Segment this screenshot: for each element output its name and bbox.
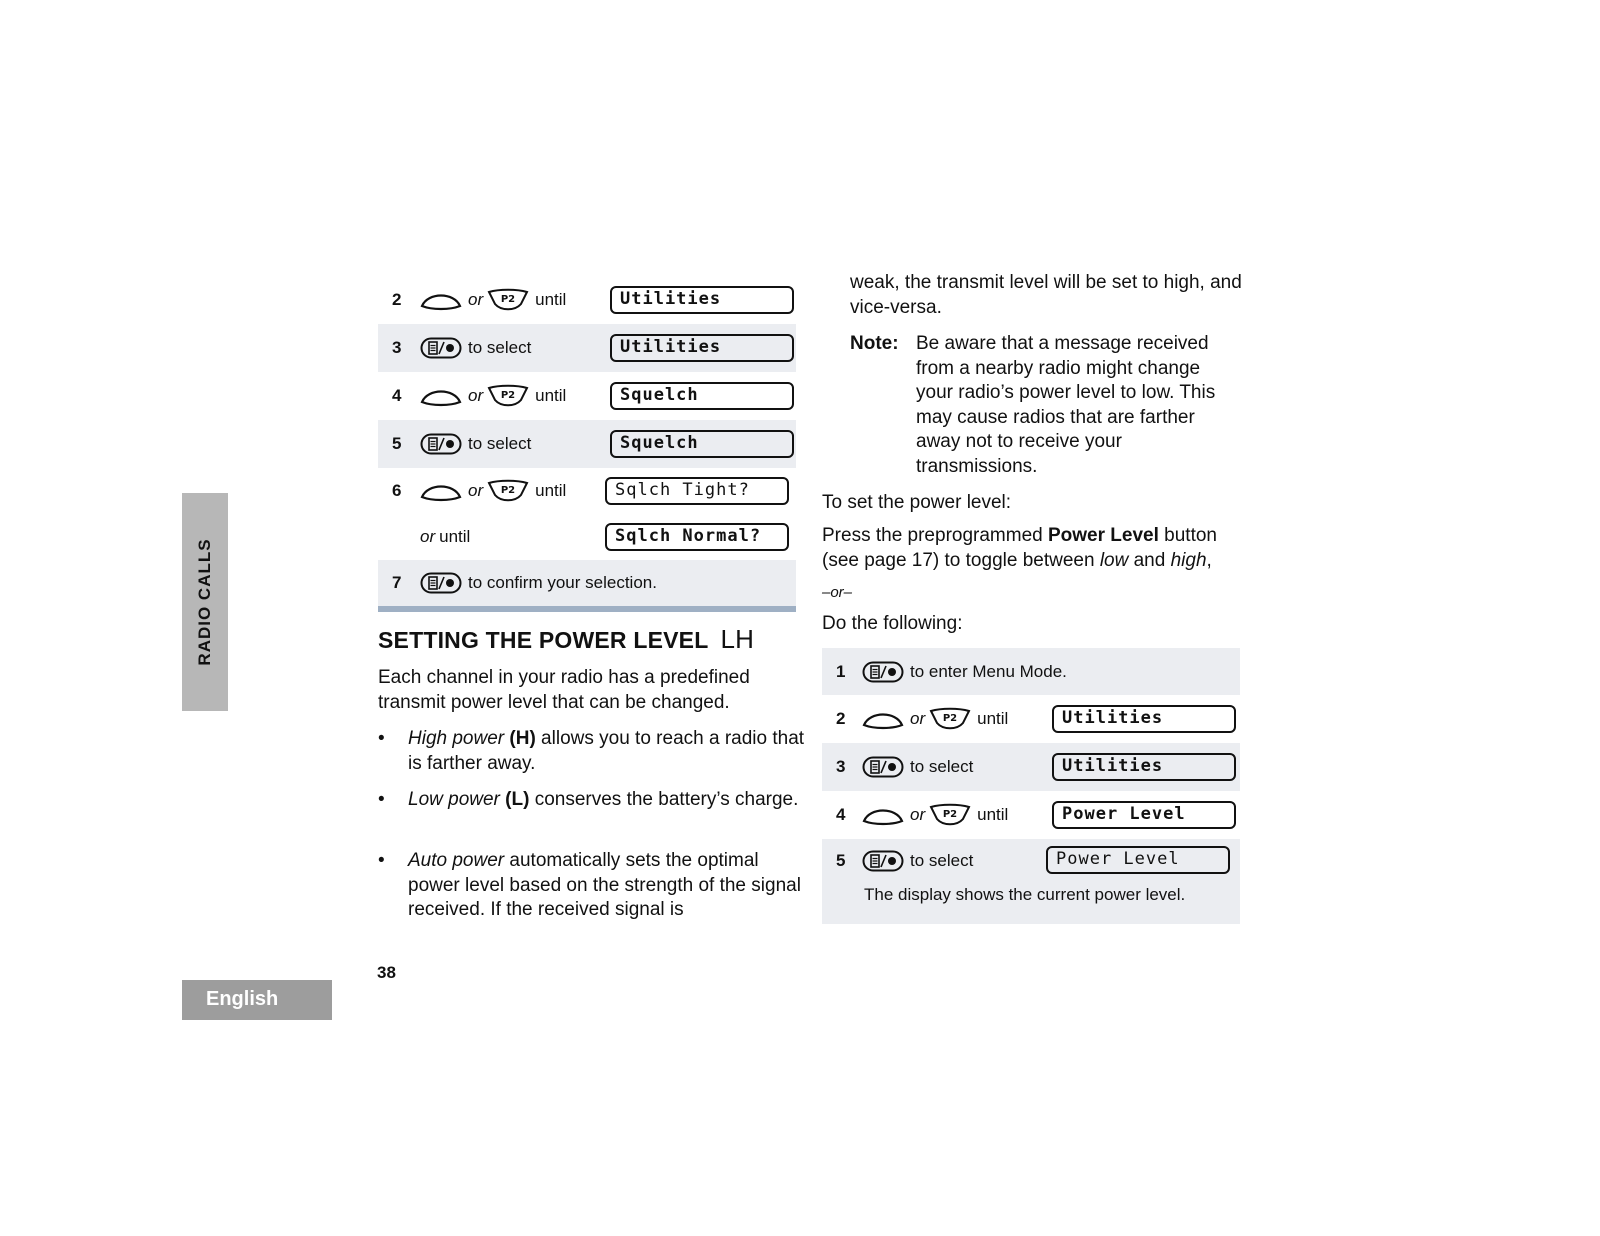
up-arrow-button-icon	[420, 289, 462, 311]
p2-button-icon	[929, 707, 971, 731]
table-row	[378, 560, 796, 606]
side-section-tab	[182, 493, 228, 711]
p2-button-icon	[487, 479, 529, 503]
bullet-text: allows you to reach a radio that is farther away.	[408, 728, 805, 774]
or-label: or	[910, 709, 926, 728]
menu-select-button-icon	[862, 850, 904, 872]
step-number: 5	[392, 434, 402, 453]
step-number: 6	[392, 481, 402, 500]
step-action: until	[535, 290, 567, 309]
or-label: or	[420, 527, 436, 546]
instruction-lead: Do the following:	[822, 613, 963, 634]
table-row	[378, 514, 796, 560]
up-arrow-button-icon	[862, 804, 904, 826]
step-action: to select	[468, 338, 532, 357]
p2-button-icon	[487, 288, 529, 312]
display-readout: Utilities	[610, 286, 794, 314]
up-arrow-button-icon	[420, 385, 462, 407]
step-number: 3	[392, 338, 402, 357]
section-intro: Each channel in your radio has a predefined transmit power level that can be changed.	[378, 667, 750, 713]
step-number: 1	[836, 661, 846, 681]
menu-select-button-icon	[420, 572, 462, 594]
menu-select-button-icon	[862, 756, 904, 778]
list-item: • Low power (L) conserves the battery’s charge.	[378, 789, 799, 810]
display-readout: Utilities	[1052, 705, 1236, 733]
table-row	[378, 372, 796, 420]
power-level-icon: LH	[720, 624, 755, 654]
table-row	[378, 324, 796, 372]
step-action: to select	[910, 851, 974, 870]
step-note: The display shows the current power level.	[864, 885, 1186, 904]
table-bottom-rule	[378, 606, 796, 612]
or-separator: –or–	[822, 584, 853, 601]
table-row	[822, 791, 1240, 839]
step-action: to select	[468, 434, 532, 453]
continued-text: weak, the transmit level will be set to high, and vice-versa.	[850, 272, 1242, 318]
note-text: Be aware that a message received from a nearby radio might change your radio’s power level to low. This may cause radios that are farther away not to receive your transmissions.	[916, 333, 1216, 477]
step-number: 4	[836, 805, 846, 824]
section-title-text: SETTING THE POWER LEVEL	[378, 627, 709, 653]
step-action: to enter Menu Mode.	[910, 661, 1067, 681]
menu-select-button-icon	[420, 337, 462, 359]
step-number: 2	[392, 290, 402, 309]
or-label: or	[468, 481, 484, 500]
display-readout: Power Level	[1052, 801, 1236, 829]
table-row	[822, 743, 1240, 791]
list-item: • Auto power automatically sets the optimal power level based on the strength of the signal received. If the received signal is	[378, 850, 801, 920]
step-number: 7	[392, 573, 402, 592]
page-number: 38	[377, 963, 396, 982]
step-action: until	[439, 527, 471, 546]
table-row	[822, 648, 1240, 695]
display-readout: Sqlch Normal?	[605, 523, 789, 551]
bullet-text: automatically sets the optimal power level based on the strength of the signal received. If the received signal is	[408, 850, 801, 920]
table-row	[378, 420, 796, 468]
step-action: to confirm your selection.	[468, 573, 657, 592]
menu-select-button-icon	[862, 661, 904, 683]
table-row	[822, 695, 1240, 743]
step-action: until	[977, 805, 1009, 824]
section-title	[378, 624, 754, 655]
step-action: until	[535, 481, 567, 500]
display-readout: Utilities	[610, 334, 794, 362]
step-action: to select	[910, 757, 974, 776]
display-readout: Power Level	[1046, 846, 1230, 874]
power-level-button-name: Power Level	[1048, 525, 1159, 546]
step-number: 5	[836, 851, 846, 870]
step-action: until	[535, 386, 567, 405]
table-row	[378, 468, 796, 514]
side-section-label: RADIO CALLS	[195, 538, 214, 666]
left-steps-table	[378, 276, 796, 612]
language-tab: English	[182, 980, 332, 1020]
bullet-term: High power	[408, 728, 505, 749]
bullet-symbol: (H)	[509, 728, 536, 749]
p2-button-icon	[929, 803, 971, 827]
instruction-lead: To set the power level:	[822, 492, 1012, 513]
note-label: Note:	[850, 333, 899, 354]
table-row	[378, 276, 796, 324]
step-number: 4	[392, 386, 402, 405]
step-number: 3	[836, 757, 846, 776]
or-label: or	[468, 290, 484, 309]
up-arrow-button-icon	[862, 708, 904, 730]
bullet-term: Low power	[408, 789, 500, 810]
bullet-text: conserves the battery’s charge.	[529, 789, 799, 810]
up-arrow-button-icon	[420, 480, 462, 502]
step-number: 2	[836, 709, 846, 728]
power-level-button-instruction: Press the preprogrammed Power Level button (see page 17) to toggle between low and high,	[822, 525, 1217, 571]
table-row	[822, 839, 1240, 924]
display-readout: Utilities	[1052, 753, 1236, 781]
step-action: until	[977, 709, 1009, 728]
or-label: or	[468, 386, 484, 405]
display-readout: Squelch	[610, 382, 794, 410]
display-readout: Squelch	[610, 430, 794, 458]
right-steps-table	[822, 648, 1240, 924]
menu-select-button-icon	[420, 433, 462, 455]
bullet-symbol: (L)	[505, 789, 530, 810]
list-item: • High power (H) allows you to reach a radio that is farther away.	[378, 728, 805, 774]
display-readout: Sqlch Tight?	[605, 477, 789, 505]
or-label: or	[910, 805, 926, 824]
bullet-term: Auto power	[408, 850, 505, 871]
p2-button-icon	[487, 384, 529, 408]
